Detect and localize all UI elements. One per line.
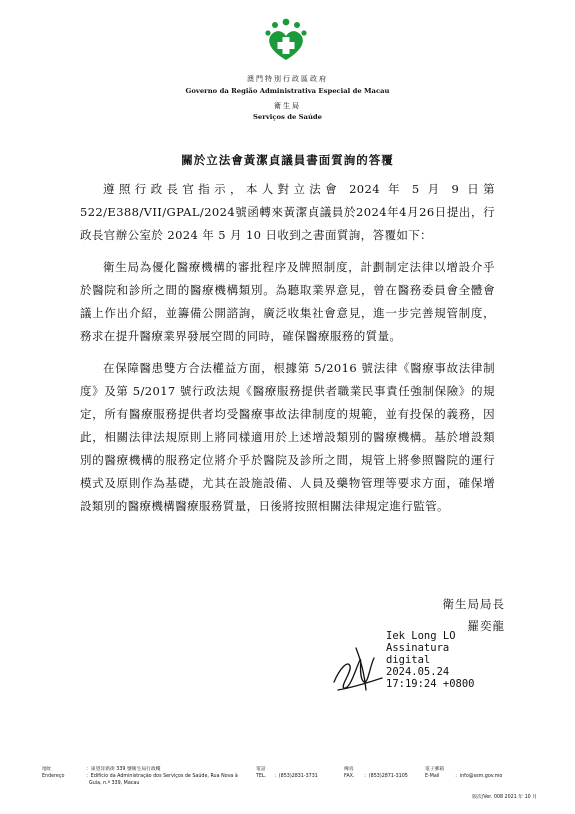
digital-signature-stamp: Iek Long LO Assinatura digital 2024.05.24 17:19:24 +0800: [386, 630, 475, 690]
header-department-zh: 衛生局: [274, 102, 301, 110]
header-government-zh: 澳門特別行政區政府: [247, 75, 328, 83]
paragraph-1: 遵照行政長官指示，本人對立法會 2024 年 5 月 9 日第 522/E388/VII/GPAL/2024號函轉來黃潔貞議員於2024年4月26日提出，行政長官辦公室於 2024 年 5 月 10 日收到之書面質詢，答覆如下：: [80, 182, 495, 242]
document-body: [80, 178, 495, 527]
document-title: 關於立法會黃潔貞議員書面質詢的答覆: [181, 153, 394, 167]
email-label: 電子郵箱 E-Mail: [425, 767, 445, 779]
fax-label: 傳真 FAX.: [344, 767, 355, 779]
version-label: 版次/Ver. 008 2021 年 10 月: [472, 795, 537, 800]
handwritten-signature: [330, 638, 388, 694]
header-government-pt: Governo da Região Administrativa Especial de Macau: [185, 87, 390, 95]
address-label: 地址 Endereço: [42, 767, 65, 779]
address-value: ：東望洋新街 339 號衛生局行政樓 ：Edifício da Administração dos Serviços de Saúde, Rua Nova à Guia, n.º 339, Macau: [86, 767, 238, 786]
signer-position: 衛生局局長: [442, 597, 505, 611]
signer-name: 羅奕龍: [467, 619, 505, 633]
email-value: ：info@ssm.gov.mo: [455, 774, 503, 779]
header-department-pt: Serviços de Saúde: [253, 113, 322, 121]
tel-value: ：(853)2831-3731: [274, 774, 318, 779]
health-bureau-logo: [263, 18, 309, 62]
paragraph-3: 在保障醫患雙方合法權益方面，根據第 5/2016 號法律《醫療事故法律制度》及第 5/2017 號行政法規《醫療服務提供者職業民事責任強制保險》的規定，所有醫療服務提供者均受醫療事故法律制度的規範，並有投保的義務，因此，相關法律法規原則上將同樣適用於上述增設類別的醫療機構。基於增設類別的醫療機構的服務定位將介乎於醫院及診所之間，規管上將參照醫院的運行模式及原則作為基礎，尤其在設施設備、人員及藥物管理等要求方面，確保增設類別的醫療機構醫療服務質量，日後將按照相關法律規定進行監管。: [80, 361, 495, 513]
fax-value: ：(853)2871-3105: [364, 774, 408, 779]
tel-label: 電話 TEL.: [256, 767, 267, 779]
paragraph-2: 衛生局為優化醫療機構的審批程序及牌照制度，計劃制定法律以增設介乎於醫院和診所之間的醫療機構類別。為聽取業界意見，曾在醫務委員會全體會議上作出介紹，並籌備公開諮詢，廣泛收集社會意見，進一步完善規管制度，務求在提升醫療業界發展空間的同時，確保醫療服務的質量。: [80, 260, 495, 343]
